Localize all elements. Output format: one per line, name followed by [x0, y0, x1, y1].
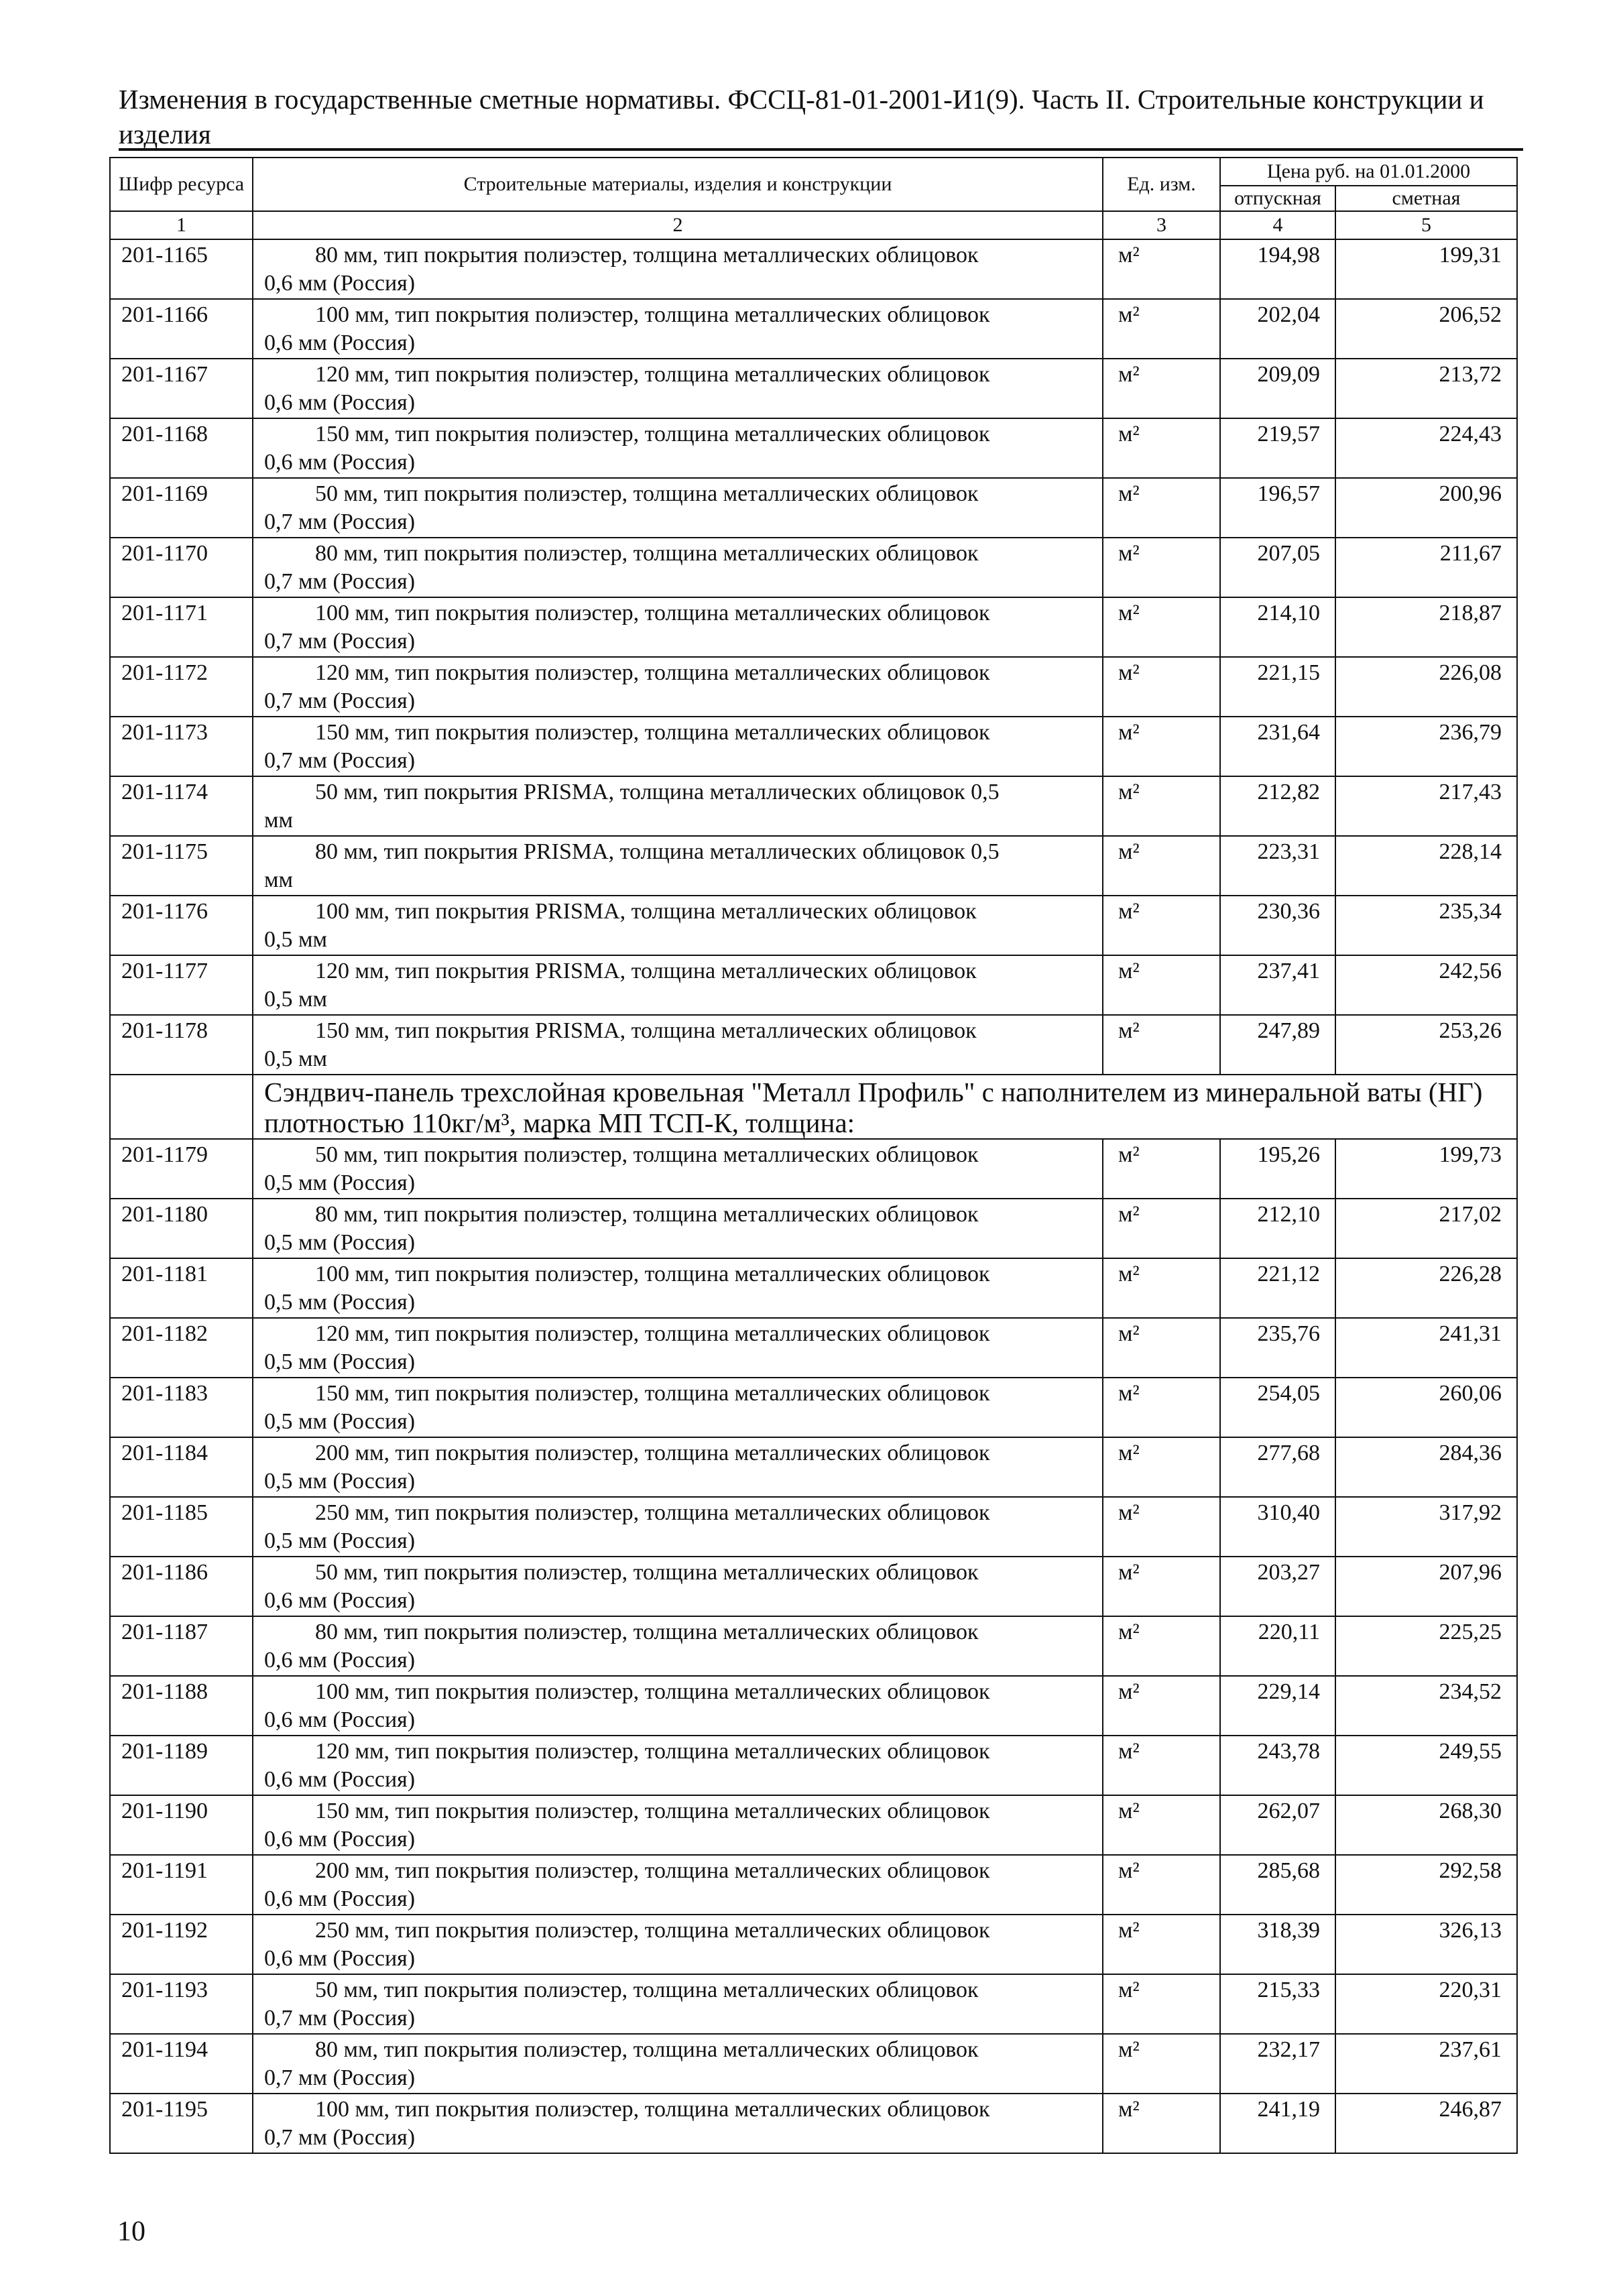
unit-cell: м²	[1103, 1497, 1220, 1557]
resource-code: 201-1192	[110, 1915, 253, 1974]
wholesale-price: 214,10	[1220, 597, 1335, 657]
resource-code: 201-1182	[110, 1318, 253, 1378]
unit-cell: м²	[1103, 299, 1220, 359]
estimate-price: 235,34	[1335, 896, 1517, 955]
description-line: 80 мм, тип покрытия полиэстер, толщина металлических облицовок	[315, 2037, 979, 2062]
table-row	[110, 299, 1517, 359]
description-line: 150 мм, тип покрытия полиэстер, толщина металлических облицовок	[315, 720, 990, 745]
wholesale-price: 247,89	[1220, 1015, 1335, 1075]
table-row	[110, 1497, 1517, 1557]
estimate-price: 268,30	[1335, 1795, 1517, 1855]
description-line: 0,5 мм	[264, 987, 328, 1012]
resource-code: 201-1191	[110, 1855, 253, 1915]
table-row	[110, 597, 1517, 657]
estimate-price: 224,43	[1335, 418, 1517, 478]
wholesale-price: 237,41	[1220, 955, 1335, 1015]
table-row	[110, 1795, 1517, 1855]
table-row	[110, 418, 1517, 478]
table-row	[110, 1915, 1517, 1974]
description-line: 120 мм, тип покрытия полиэстер, толщина металлических облицовок	[315, 1321, 990, 1346]
table-row	[110, 1676, 1517, 1736]
description-line: 50 мм, тип покрытия полиэстер, толщина металлических облицовок	[315, 1142, 979, 1167]
page-number: 10	[117, 2216, 145, 2247]
material-description	[253, 2094, 1103, 2153]
resource-code: 201-1175	[110, 836, 253, 896]
estimate-price: 217,43	[1335, 776, 1517, 836]
resource-code: 201-1190	[110, 1795, 253, 1855]
description-line: 100 мм, тип покрытия полиэстер, толщина металлических облицовок	[315, 601, 990, 625]
material-description	[253, 896, 1103, 955]
column-numbers-row	[110, 211, 1517, 239]
table-row	[110, 1736, 1517, 1795]
unit-cell: м²	[1103, 1199, 1220, 1258]
table-row	[110, 538, 1517, 597]
description-line: мм	[264, 867, 294, 892]
table-row	[110, 1015, 1517, 1075]
unit-cell: м²	[1103, 1378, 1220, 1437]
material-description	[253, 1736, 1103, 1795]
description-line: 50 мм, тип покрытия полиэстер, толщина металлических облицовок	[315, 1978, 979, 2002]
wholesale-price: 221,12	[1220, 1258, 1335, 1318]
description-line: 250 мм, тип покрытия полиэстер, толщина металлических облицовок	[315, 1500, 990, 1525]
description-line: 80 мм, тип покрытия полиэстер, толщина металлических облицовок	[315, 1202, 979, 1227]
description-line: 150 мм, тип покрытия PRISMA, толщина металлических облицовок	[315, 1018, 977, 1043]
description-line: 0,7 мм (Россия)	[264, 748, 416, 773]
unit-cell: м²	[1103, 2094, 1220, 2153]
table-row	[110, 1616, 1517, 1676]
material-description	[253, 1139, 1103, 1199]
description-line: 0,7 мм (Россия)	[264, 2006, 416, 2031]
wholesale-price: 220,11	[1220, 1616, 1335, 1676]
unit-cell: м²	[1103, 359, 1220, 418]
description-line: 0,6 мм (Россия)	[264, 330, 416, 355]
description-line: 100 мм, тип покрытия полиэстер, толщина металлических облицовок	[315, 1262, 990, 1286]
unit-cell: м²	[1103, 1676, 1220, 1736]
description-line: 0,6 мм (Россия)	[264, 271, 416, 296]
material-description	[253, 1974, 1103, 2034]
material-description	[253, 299, 1103, 359]
material-description	[253, 1199, 1103, 1258]
estimate-price: 199,73	[1335, 1139, 1517, 1199]
resource-code: 201-1174	[110, 776, 253, 836]
description-line: 150 мм, тип покрытия полиэстер, толщина металлических облицовок	[315, 1381, 990, 1406]
unit-cell: м²	[1103, 1736, 1220, 1795]
estimate-price: 213,72	[1335, 359, 1517, 418]
resource-code: 201-1178	[110, 1015, 253, 1075]
description-line: 0,6 мм (Россия)	[264, 1946, 416, 1971]
estimate-price: 226,08	[1335, 657, 1517, 717]
resource-code: 201-1169	[110, 478, 253, 538]
description-line: 150 мм, тип покрытия полиэстер, толщина металлических облицовок	[315, 422, 990, 446]
resource-code: 201-1167	[110, 359, 253, 418]
section-heading: Сэндвич-панель трехслойная кровельная "Металл Профиль" с наполнителем из минеральной ваты (НГ) плотностью 110кг/м³, марка МП ТСП-К, толщина:	[264, 1077, 1483, 1138]
estimate-price: 220,31	[1335, 1974, 1517, 2034]
description-line: 120 мм, тип покрытия PRISMA, толщина металлических облицовок	[315, 959, 977, 983]
resource-code: 201-1187	[110, 1616, 253, 1676]
estimate-price: 246,87	[1335, 2094, 1517, 2153]
description-line: мм	[264, 808, 294, 833]
material-description	[253, 955, 1103, 1015]
wholesale-price: 196,57	[1220, 478, 1335, 538]
estimate-price: 317,92	[1335, 1497, 1517, 1557]
material-description	[253, 478, 1103, 538]
table-row	[110, 836, 1517, 896]
price-table	[109, 157, 1518, 2154]
description-line: 200 мм, тип покрытия полиэстер, толщина металлических облицовок	[315, 1858, 990, 1883]
wholesale-price: 203,27	[1220, 1557, 1335, 1616]
resource-code: 201-1189	[110, 1736, 253, 1795]
table-row	[110, 1318, 1517, 1378]
description-line: 0,7 мм (Россия)	[264, 688, 416, 713]
description-line: 0,7 мм (Россия)	[264, 509, 416, 534]
description-line: 0,7 мм (Россия)	[264, 2065, 416, 2090]
resource-code: 201-1166	[110, 299, 253, 359]
estimate-price: 253,26	[1335, 1015, 1517, 1075]
table-body	[110, 211, 1517, 2153]
wholesale-price: 215,33	[1220, 1974, 1335, 2034]
estimate-price: 260,06	[1335, 1378, 1517, 1437]
table-row	[110, 657, 1517, 717]
description-line: 0,5 мм (Россия)	[264, 1230, 416, 1255]
unit-cell: м²	[1103, 239, 1220, 299]
wholesale-price: 310,40	[1220, 1497, 1335, 1557]
material-description	[253, 1318, 1103, 1378]
section-empty-cell	[110, 1075, 253, 1139]
table-row	[110, 1258, 1517, 1318]
header-price: Цена руб. на 01.01.2000	[1220, 158, 1517, 186]
resource-code: 201-1184	[110, 1437, 253, 1497]
description-line: 250 мм, тип покрытия полиэстер, толщина металлических облицовок	[315, 1918, 990, 1943]
material-description	[253, 597, 1103, 657]
header-estimate: сметная	[1335, 186, 1517, 211]
resource-code: 201-1185	[110, 1497, 253, 1557]
estimate-price: 242,56	[1335, 955, 1517, 1015]
estimate-price: 217,02	[1335, 1199, 1517, 1258]
resource-code: 201-1180	[110, 1199, 253, 1258]
unit-cell: м²	[1103, 1318, 1220, 1378]
estimate-price: 225,25	[1335, 1616, 1517, 1676]
material-description	[253, 1795, 1103, 1855]
description-line: 0,7 мм (Россия)	[264, 569, 416, 594]
description-line: 80 мм, тип покрытия полиэстер, толщина металлических облицовок	[315, 243, 979, 267]
resource-code: 201-1176	[110, 896, 253, 955]
wholesale-price: 202,04	[1220, 299, 1335, 359]
description-line: 0,5 мм (Россия)	[264, 1469, 416, 1494]
description-line: 0,7 мм (Россия)	[264, 2125, 416, 2150]
description-line: 120 мм, тип покрытия полиэстер, толщина металлических облицовок	[315, 362, 990, 387]
description-line: 120 мм, тип покрытия полиэстер, толщина металлических облицовок	[315, 660, 990, 685]
column-number: 5	[1335, 211, 1517, 239]
material-description	[253, 538, 1103, 597]
description-line: 100 мм, тип покрытия полиэстер, толщина металлических облицовок	[315, 302, 990, 327]
wholesale-price: 221,15	[1220, 657, 1335, 717]
wholesale-price: 243,78	[1220, 1736, 1335, 1795]
estimate-price: 199,31	[1335, 239, 1517, 299]
description-line: 80 мм, тип покрытия PRISMA, толщина металлических облицовок 0,5	[315, 839, 1000, 864]
material-description	[253, 776, 1103, 836]
resource-code: 201-1181	[110, 1258, 253, 1318]
estimate-price: 236,79	[1335, 717, 1517, 776]
column-number: 2	[253, 211, 1103, 239]
description-line: 0,6 мм (Россия)	[264, 1648, 416, 1673]
wholesale-price: 241,19	[1220, 2094, 1335, 2153]
description-line: 0,6 мм (Россия)	[264, 1588, 416, 1613]
estimate-price: 234,52	[1335, 1676, 1517, 1736]
unit-cell: м²	[1103, 478, 1220, 538]
description-line: 0,5 мм	[264, 927, 328, 952]
estimate-price: 206,52	[1335, 299, 1517, 359]
wholesale-price: 207,05	[1220, 538, 1335, 597]
unit-cell: м²	[1103, 1974, 1220, 2034]
wholesale-price: 318,39	[1220, 1915, 1335, 1974]
table-row	[110, 1974, 1517, 2034]
description-line: 0,5 мм	[264, 1046, 328, 1071]
description-line: 0,6 мм (Россия)	[264, 1767, 416, 1792]
description-line: 0,5 мм (Россия)	[264, 1290, 416, 1315]
estimate-price: 241,31	[1335, 1318, 1517, 1378]
unit-cell: м²	[1103, 776, 1220, 836]
resource-code: 201-1170	[110, 538, 253, 597]
resource-code: 201-1168	[110, 418, 253, 478]
material-description	[253, 1015, 1103, 1075]
resource-code: 201-1183	[110, 1378, 253, 1437]
wholesale-price: 209,09	[1220, 359, 1335, 418]
unit-cell: м²	[1103, 836, 1220, 896]
material-description	[253, 1378, 1103, 1437]
header-divider	[119, 148, 1523, 151]
table-row	[110, 1378, 1517, 1437]
table-row	[110, 1437, 1517, 1497]
table-row	[110, 896, 1517, 955]
unit-cell: м²	[1103, 1616, 1220, 1676]
unit-cell: м²	[1103, 1437, 1220, 1497]
unit-cell: м²	[1103, 717, 1220, 776]
estimate-price: 284,36	[1335, 1437, 1517, 1497]
material-description	[253, 1915, 1103, 1974]
material-description	[253, 418, 1103, 478]
wholesale-price: 230,36	[1220, 896, 1335, 955]
column-number: 4	[1220, 211, 1335, 239]
material-description	[253, 1437, 1103, 1497]
material-description	[253, 1616, 1103, 1676]
wholesale-price: 231,64	[1220, 717, 1335, 776]
unit-cell: м²	[1103, 1855, 1220, 1915]
estimate-price: 218,87	[1335, 597, 1517, 657]
header-description: Строительные материалы, изделия и конструкции	[253, 158, 1103, 211]
resource-code: 201-1188	[110, 1676, 253, 1736]
material-description	[253, 836, 1103, 896]
wholesale-price: 235,76	[1220, 1318, 1335, 1378]
description-line: 100 мм, тип покрытия PRISMA, толщина металлических облицовок	[315, 899, 977, 924]
table-row	[110, 1557, 1517, 1616]
estimate-price: 326,13	[1335, 1915, 1517, 1974]
table-row	[110, 2094, 1517, 2153]
description-line: 0,5 мм (Россия)	[264, 1170, 416, 1195]
wholesale-price: 277,68	[1220, 1437, 1335, 1497]
description-line: 80 мм, тип покрытия полиэстер, толщина металлических облицовок	[315, 1620, 979, 1644]
unit-cell: м²	[1103, 1795, 1220, 1855]
unit-cell: м²	[1103, 418, 1220, 478]
unit-cell: м²	[1103, 955, 1220, 1015]
resource-code: 201-1173	[110, 717, 253, 776]
wholesale-price: 285,68	[1220, 1855, 1335, 1915]
material-description	[253, 1855, 1103, 1915]
table-row	[110, 1199, 1517, 1258]
unit-cell: м²	[1103, 657, 1220, 717]
table-row	[110, 955, 1517, 1015]
material-description	[253, 1497, 1103, 1557]
description-line: 120 мм, тип покрытия полиэстер, толщина металлических облицовок	[315, 1739, 990, 1764]
description-line: 0,7 мм (Россия)	[264, 629, 416, 654]
table-row	[110, 1139, 1517, 1199]
unit-cell: м²	[1103, 1258, 1220, 1318]
estimate-price: 237,61	[1335, 2034, 1517, 2094]
wholesale-price: 229,14	[1220, 1676, 1335, 1736]
wholesale-price: 223,31	[1220, 836, 1335, 896]
unit-cell: м²	[1103, 538, 1220, 597]
description-line: 0,5 мм (Россия)	[264, 1349, 416, 1374]
wholesale-price: 212,10	[1220, 1199, 1335, 1258]
description-line: 50 мм, тип покрытия полиэстер, толщина металлических облицовок	[315, 1560, 979, 1585]
estimate-price: 200,96	[1335, 478, 1517, 538]
table-row	[110, 478, 1517, 538]
description-line: 200 мм, тип покрытия полиэстер, толщина металлических облицовок	[315, 1441, 990, 1465]
material-description	[253, 1258, 1103, 1318]
wholesale-price: 212,82	[1220, 776, 1335, 836]
table-row	[110, 2034, 1517, 2094]
header-code: Шифр ресурса	[110, 158, 253, 211]
resource-code: 201-1172	[110, 657, 253, 717]
wholesale-price: 219,57	[1220, 418, 1335, 478]
resource-code: 201-1171	[110, 597, 253, 657]
description-line: 0,6 мм (Россия)	[264, 1886, 416, 1911]
unit-cell: м²	[1103, 1139, 1220, 1199]
description-line: 0,5 мм (Россия)	[264, 1528, 416, 1553]
page-header: Изменения в государственные сметные нормативы. ФССЦ-81-01-2001-И1(9). Часть II. Строительные конструкции и изделия	[119, 84, 1484, 149]
description-line: 50 мм, тип покрытия PRISMA, толщина металлических облицовок 0,5	[315, 780, 1000, 804]
table-row	[110, 239, 1517, 299]
estimate-price: 228,14	[1335, 836, 1517, 896]
material-description	[253, 717, 1103, 776]
description-line: 100 мм, тип покрытия полиэстер, толщина металлических облицовок	[315, 2097, 990, 2122]
description-line: 0,6 мм (Россия)	[264, 390, 416, 415]
column-number: 1	[110, 211, 253, 239]
unit-cell: м²	[1103, 1015, 1220, 1075]
description-line: 50 мм, тип покрытия полиэстер, толщина металлических облицовок	[315, 481, 979, 506]
resource-code: 201-1194	[110, 2034, 253, 2094]
resource-code: 201-1193	[110, 1974, 253, 2034]
description-line: 0,5 мм (Россия)	[264, 1409, 416, 1434]
material-description	[253, 2034, 1103, 2094]
description-line: 0,6 мм (Россия)	[264, 1827, 416, 1852]
wholesale-price: 195,26	[1220, 1139, 1335, 1199]
estimate-price: 249,55	[1335, 1736, 1517, 1795]
description-line: 150 мм, тип покрытия полиэстер, толщина металлических облицовок	[315, 1799, 990, 1823]
resource-code: 201-1195	[110, 2094, 253, 2153]
description-line: 0,6 мм (Россия)	[264, 1707, 416, 1732]
estimate-price: 207,96	[1335, 1557, 1517, 1616]
table-row	[110, 717, 1517, 776]
material-description	[253, 239, 1103, 299]
unit-cell: м²	[1103, 1915, 1220, 1974]
column-number: 3	[1103, 211, 1220, 239]
header-unit: Ед. изм.	[1103, 158, 1220, 211]
table-row	[110, 1855, 1517, 1915]
table-row	[110, 359, 1517, 418]
wholesale-price: 232,17	[1220, 2034, 1335, 2094]
resource-code: 201-1179	[110, 1139, 253, 1199]
unit-cell: м²	[1103, 1557, 1220, 1616]
material-description	[253, 657, 1103, 717]
unit-cell: м²	[1103, 2034, 1220, 2094]
header-wholesale: отпускная	[1220, 186, 1335, 211]
unit-cell: м²	[1103, 896, 1220, 955]
resource-code: 201-1165	[110, 239, 253, 299]
wholesale-price: 262,07	[1220, 1795, 1335, 1855]
material-description	[253, 1676, 1103, 1736]
unit-cell: м²	[1103, 597, 1220, 657]
wholesale-price: 254,05	[1220, 1378, 1335, 1437]
description-line: 80 мм, тип покрытия полиэстер, толщина металлических облицовок	[315, 541, 979, 566]
description-line: 0,6 мм (Россия)	[264, 450, 416, 475]
resource-code: 201-1186	[110, 1557, 253, 1616]
description-line: 100 мм, тип покрытия полиэстер, толщина металлических облицовок	[315, 1679, 990, 1704]
wholesale-price: 194,98	[1220, 239, 1335, 299]
estimate-price: 226,28	[1335, 1258, 1517, 1318]
table-row	[110, 776, 1517, 836]
material-description	[253, 1557, 1103, 1616]
section-row	[110, 1075, 1517, 1139]
estimate-price: 211,67	[1335, 538, 1517, 597]
resource-code: 201-1177	[110, 955, 253, 1015]
material-description	[253, 359, 1103, 418]
estimate-price: 292,58	[1335, 1855, 1517, 1915]
section-heading-cell	[253, 1075, 1517, 1139]
